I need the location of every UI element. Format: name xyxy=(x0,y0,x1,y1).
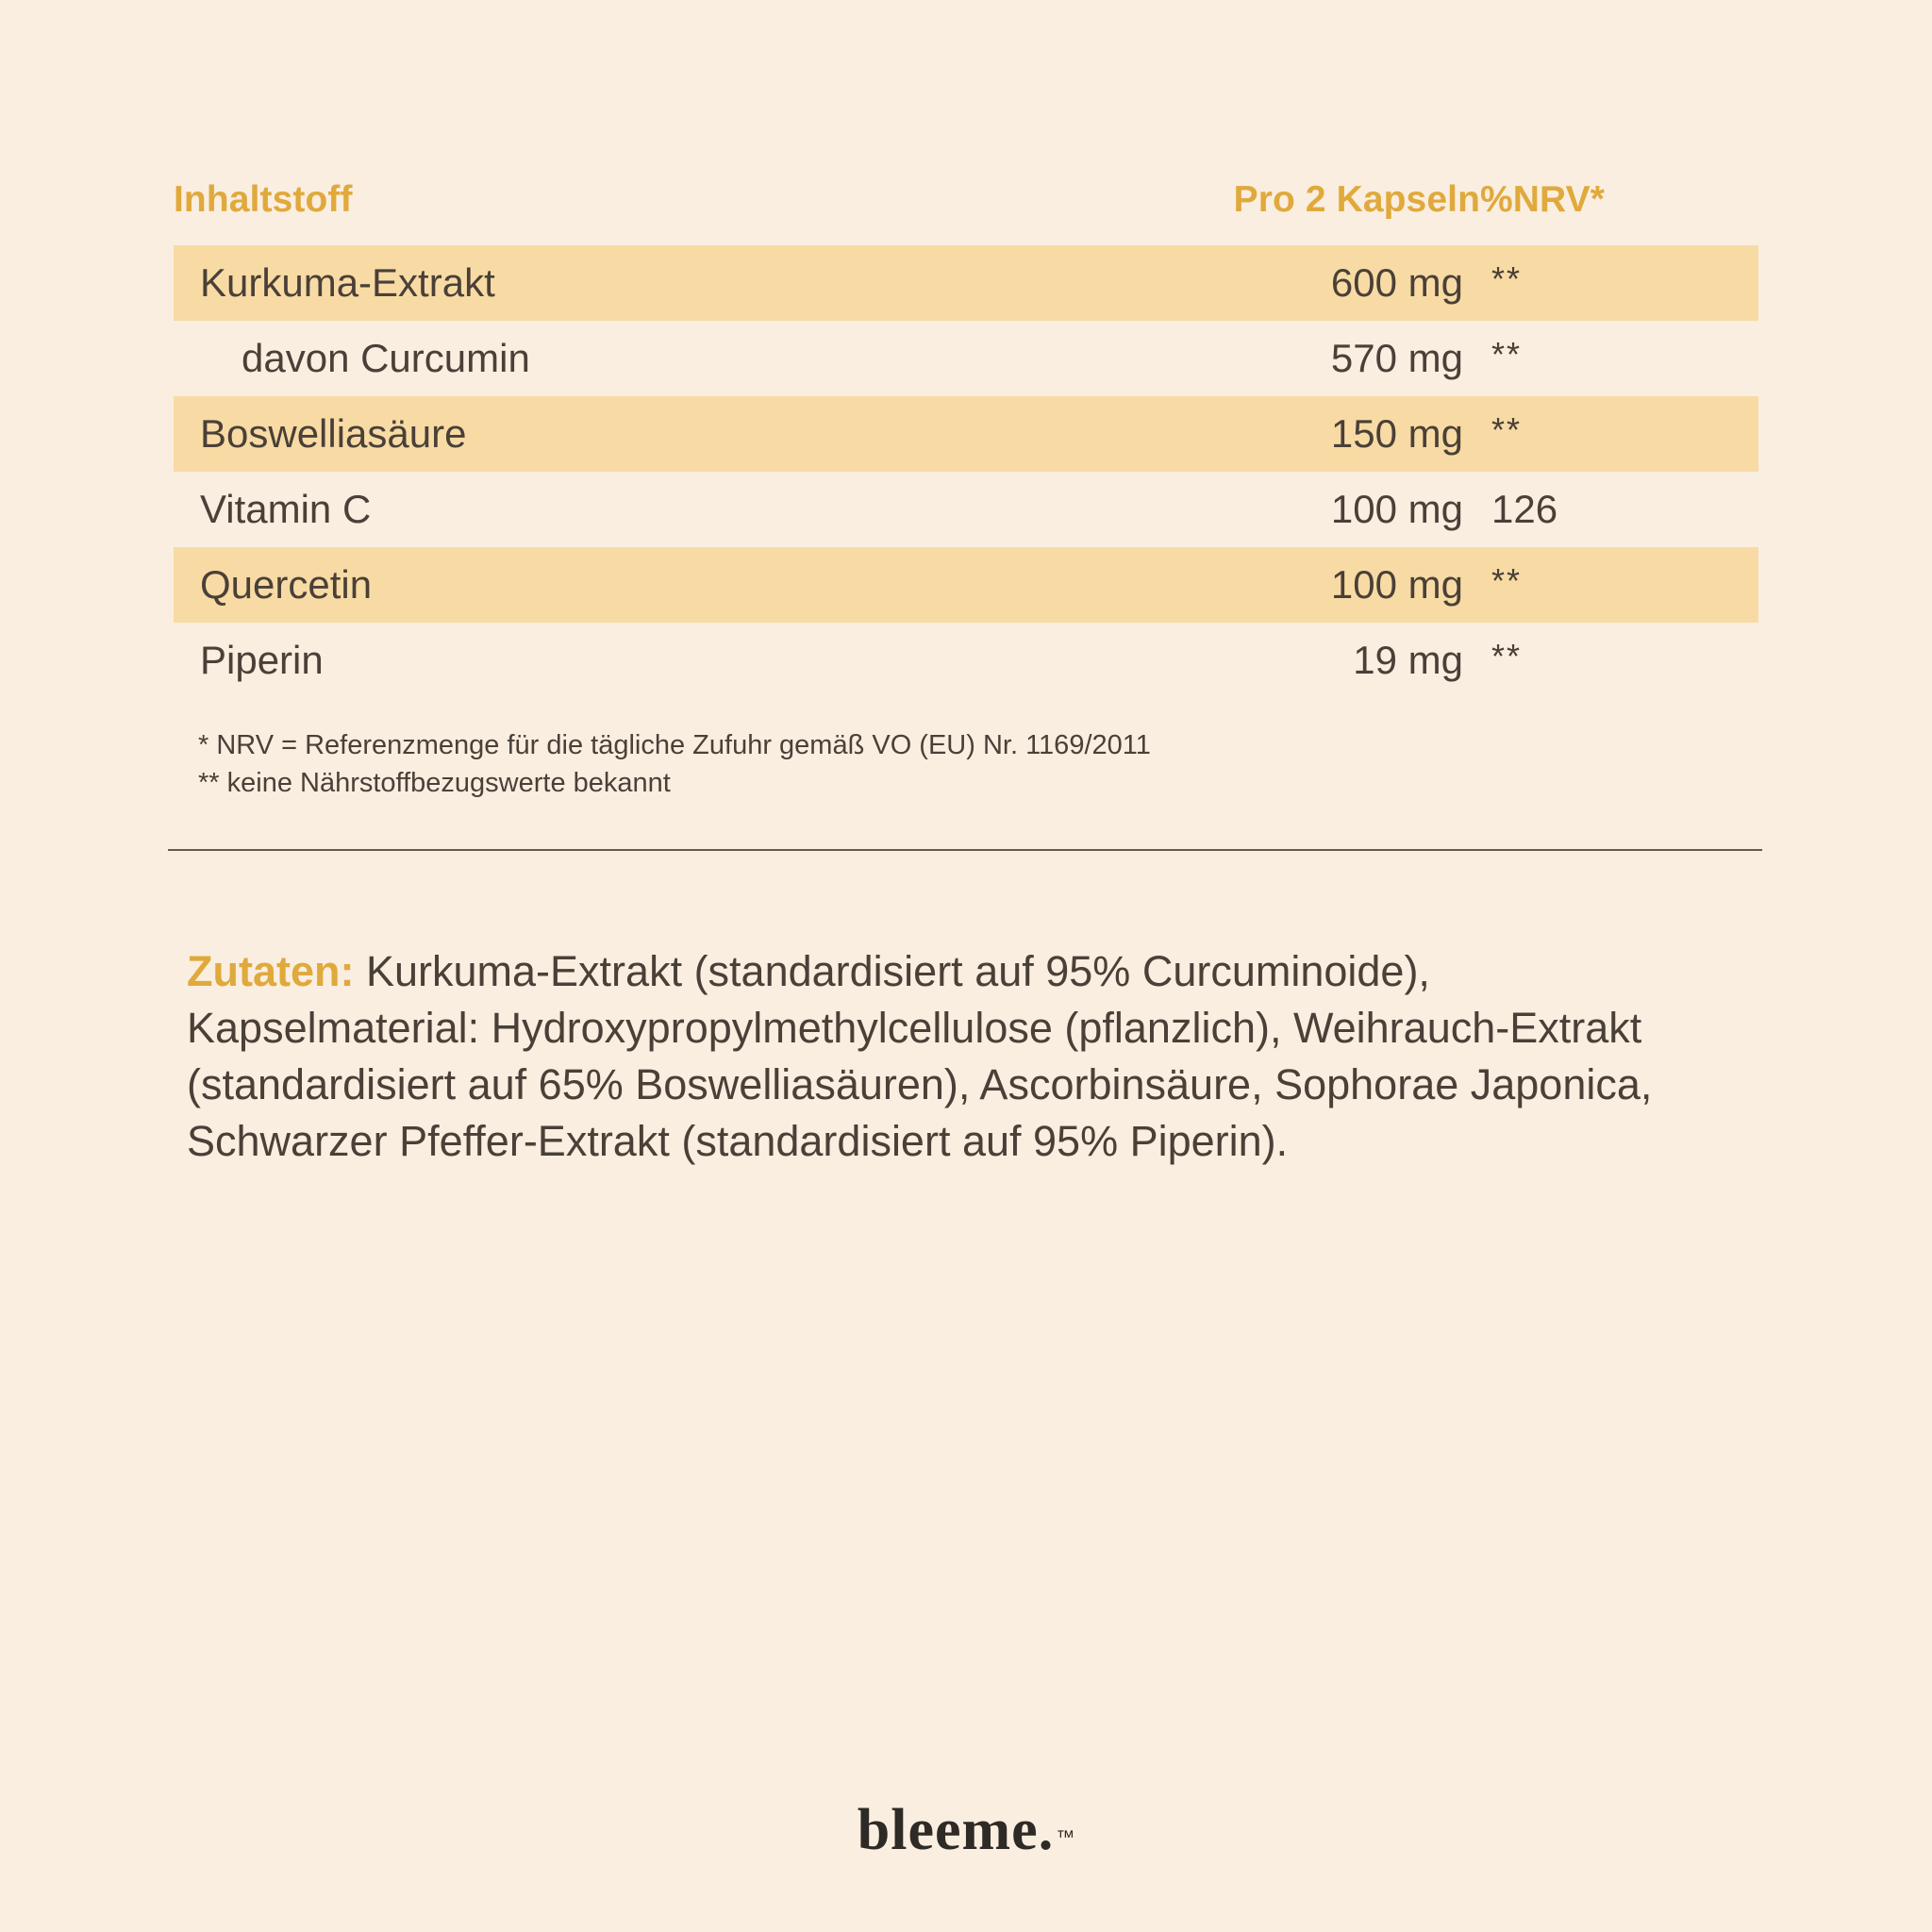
brand-logo xyxy=(0,1797,1932,1864)
cell-ingredient: Vitamin C xyxy=(200,487,372,531)
table-header-row xyxy=(174,179,1758,245)
table-header xyxy=(174,179,1758,245)
table-row xyxy=(174,321,1758,396)
cell-nrv xyxy=(1480,245,1758,321)
column-header-nrv: %NRV* xyxy=(1480,179,1605,220)
cell-ingredient: Boswelliasäure xyxy=(174,396,938,472)
cell-nrv xyxy=(1480,396,1758,472)
cell-amount: 19 mg xyxy=(1353,638,1463,682)
cell-nrv xyxy=(1480,547,1758,623)
trademark-symbol: ™ xyxy=(1056,1826,1075,1848)
table-row xyxy=(174,547,1758,623)
cell-amount: 100 mg xyxy=(1330,487,1463,531)
cell-amount: 570 mg xyxy=(1330,336,1463,380)
table-row xyxy=(174,396,1758,472)
nutrition-table-container xyxy=(174,179,1758,802)
table-row xyxy=(174,472,1758,547)
cell-ingredient: Quercetin xyxy=(174,547,938,623)
ingredients-label: Zutaten: xyxy=(187,947,355,995)
footnote-unknown-values: ** keine Nährstoffbezugswerte bekannt xyxy=(198,768,671,799)
cell-amount: 100 mg xyxy=(938,547,1480,623)
table-footnotes xyxy=(174,726,1758,802)
cell-nrv xyxy=(1480,321,1758,396)
cell-nrv-value: ** xyxy=(1491,561,1523,600)
cell-nrv-value: ** xyxy=(1491,637,1523,675)
table-row xyxy=(174,623,1758,698)
cell-amount: 600 mg xyxy=(938,245,1480,321)
cell-nrv: 126 xyxy=(1491,487,1558,531)
ingredients-paragraph xyxy=(187,943,1715,1169)
cell-nrv-value: ** xyxy=(1491,410,1523,449)
cell-nrv xyxy=(1480,623,1758,698)
column-header-ingredient: Inhaltstoff xyxy=(174,179,353,220)
column-header-amount: Pro 2 Kapseln xyxy=(1233,179,1480,220)
table-row xyxy=(174,245,1758,321)
nutrition-table xyxy=(174,179,1758,698)
ingredients-text: Kurkuma-Extrakt (standardisiert auf 95% Curcuminoide), Kapselmaterial: Hydroxypropylmethylcellulose (pflanzlich), Weihrauch-Extrakt (standardisiert auf 65% Boswelliasäuren), Ascorbinsäure, Sophorae Japonica, Schwarzer Pfeffer-Extrakt (standardisiert auf 95% Piperin). xyxy=(187,947,1653,1165)
cell-ingredient: Piperin xyxy=(200,638,324,682)
section-divider xyxy=(168,849,1762,851)
cell-amount: 150 mg xyxy=(938,396,1480,472)
cell-nrv-value: ** xyxy=(1491,259,1523,298)
cell-ingredient: Kurkuma-Extrakt xyxy=(174,245,938,321)
cell-nrv-value: ** xyxy=(1491,335,1523,374)
cell-ingredient: davon Curcumin xyxy=(242,336,530,380)
brand-wordmark: bleeme. xyxy=(857,1798,1055,1862)
table-body xyxy=(174,245,1758,698)
footnote-nrv: * NRV = Referenzmenge für die tägliche Zufuhr gemäß VO (EU) Nr. 1169/2011 xyxy=(198,730,1151,760)
